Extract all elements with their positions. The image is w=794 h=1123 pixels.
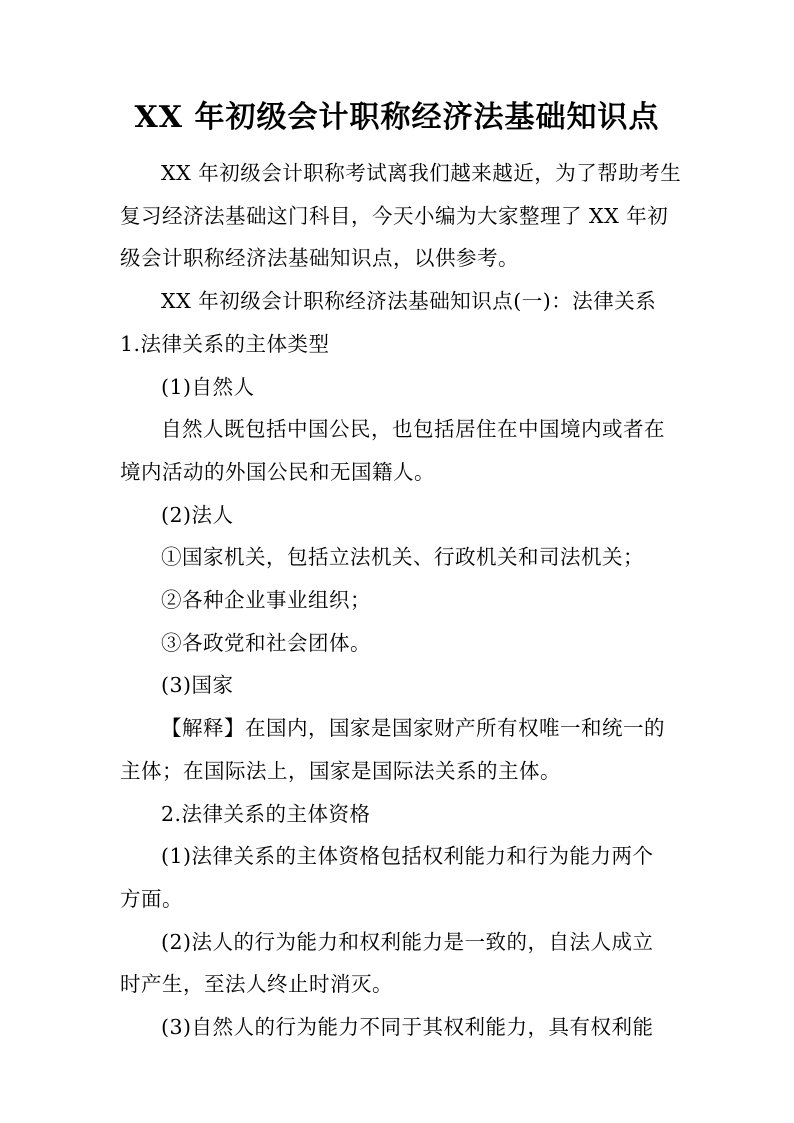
item-heading-text: 2.法律关系的主体资格	[161, 801, 371, 826]
list-item-text: ①国家机关，包括立法机关、行政机关和司法机关；	[161, 545, 644, 570]
section-heading	[120, 280, 676, 323]
subheading	[120, 366, 676, 409]
explanation-paragraph	[120, 707, 676, 792]
paragraph-line: 方面。	[120, 886, 183, 911]
item-heading-text: 1.法律关系的主体类型	[120, 331, 330, 356]
paragraph-line: 时产生，至法人终止时消灭。	[120, 972, 393, 997]
intro-paragraph	[120, 152, 682, 280]
subheading-text: (3)国家	[161, 673, 234, 698]
paragraph-line: 主体；在国际法上，国家是国际法关系的主体。	[120, 758, 561, 783]
paragraph	[120, 835, 676, 920]
item-heading	[120, 323, 676, 366]
paragraph	[120, 408, 676, 493]
paragraph-line: 自然人既包括中国公民，也包括居住在中国境内或者在	[161, 417, 665, 442]
list-item	[120, 579, 676, 622]
subheading-text: (2)法人	[161, 502, 234, 527]
paragraph-line: 【解释】在国内，国家是国家财产所有权唯一和统一的	[161, 716, 665, 741]
paragraph-line: (2)法人的行为能力和权利能力是一致的，自法人成立	[161, 929, 654, 954]
intro-line: XX 年初级会计职称考试离我们越来越近，为了帮助考生	[161, 161, 682, 185]
section-heading-text: XX 年初级会计职称经济法基础知识点(一)：法律关系	[161, 289, 657, 314]
list-item-text: ②各种企业事业组织；	[161, 588, 371, 613]
subheading	[120, 494, 676, 537]
list-item-text: ③各政党和社会团体。	[161, 630, 371, 655]
list-item	[120, 622, 676, 665]
paragraph-line: 境内活动的外国公民和无国籍人。	[120, 459, 435, 484]
intro-line: 级会计职称经济法基础知识点，以供参考。	[120, 246, 519, 271]
subheading-text: (1)自然人	[161, 374, 255, 399]
item-heading	[120, 793, 676, 836]
paragraph-line: (3)自然人的行为能力不同于其权利能力，具有权利能	[161, 1015, 654, 1040]
subheading	[120, 664, 676, 707]
list-item	[120, 536, 676, 579]
document-body	[120, 152, 682, 1049]
paragraph	[120, 921, 676, 1006]
document-title: XX 年初级会计职称经济法基础知识点	[134, 100, 660, 135]
paragraph-line: (1)法律关系的主体资格包括权利能力和行为能力两个	[161, 844, 654, 869]
intro-line: 复习经济法基础这门科目，今天小编为大家整理了 XX 年初	[120, 203, 669, 228]
paragraph	[120, 1006, 676, 1049]
